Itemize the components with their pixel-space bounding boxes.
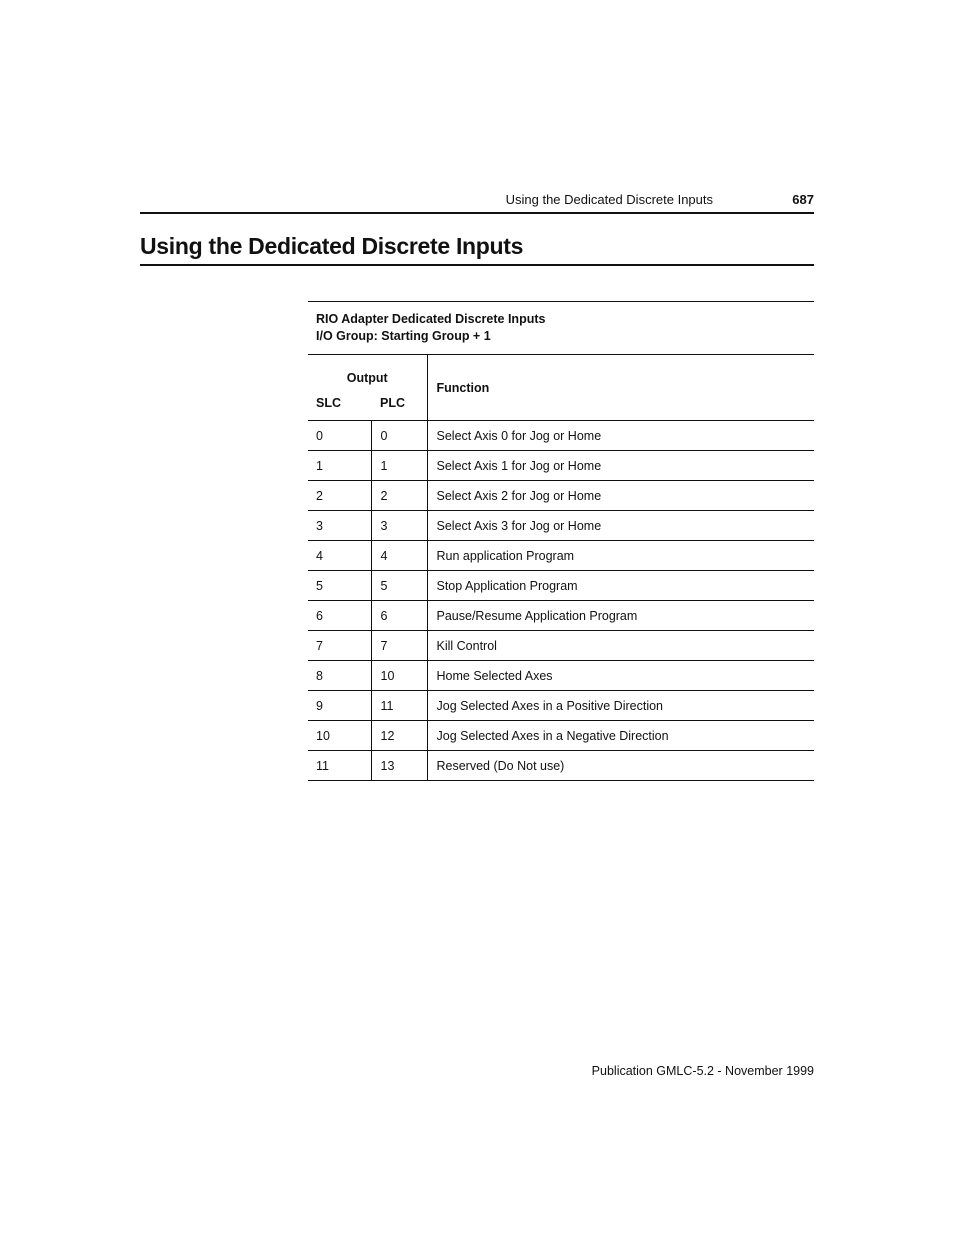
plc-cell: 5 (371, 571, 427, 601)
slc-cell: 8 (308, 661, 371, 691)
table-row (308, 661, 814, 691)
table-row (308, 691, 814, 721)
table-row (308, 481, 814, 511)
function-cell: Run application Program (427, 541, 814, 571)
plc-cell: 6 (371, 601, 427, 631)
table-row (308, 571, 814, 601)
slc-cell: 5 (308, 571, 371, 601)
table-row (308, 421, 814, 451)
table-caption (308, 302, 814, 355)
function-cell: Select Axis 1 for Jog or Home (427, 451, 814, 481)
plc-cell: 7 (371, 631, 427, 661)
table-row (308, 451, 814, 481)
output-group-header: Output (346, 371, 388, 385)
plc-cell: 3 (371, 511, 427, 541)
plc-cell: 10 (371, 661, 427, 691)
slc-cell: 11 (308, 751, 371, 781)
section-title: Using the Dedicated Discrete Inputs (140, 231, 814, 266)
table-caption-io-group: I/O Group: Starting Group + 1 (316, 329, 491, 343)
function-cell: Pause/Resume Application Program (427, 601, 814, 631)
function-cell: Stop Application Program (427, 571, 814, 601)
function-cell: Select Axis 0 for Jog or Home (427, 421, 814, 451)
slc-cell: 9 (308, 691, 371, 721)
table-row (308, 631, 814, 661)
table-row (308, 541, 814, 571)
slc-cell: 4 (308, 541, 371, 571)
plc-cell: 2 (371, 481, 427, 511)
plc-cell: 4 (371, 541, 427, 571)
column-header-plc: PLC (380, 395, 405, 410)
slc-cell: 6 (308, 601, 371, 631)
table-row (308, 751, 814, 781)
function-cell: Select Axis 2 for Jog or Home (427, 481, 814, 511)
slc-cell: 1 (308, 451, 371, 481)
plc-cell: 13 (371, 751, 427, 781)
table-body (308, 421, 814, 781)
running-header (140, 190, 814, 214)
publication-footer: Publication GMLC-5.2 - November 1999 (591, 1064, 814, 1078)
plc-cell: 11 (371, 691, 427, 721)
page-number: 687 (792, 192, 814, 207)
function-cell: Select Axis 3 for Jog or Home (427, 511, 814, 541)
table-row (308, 721, 814, 751)
function-cell: Reserved (Do Not use) (427, 751, 814, 781)
function-cell: Home Selected Axes (427, 661, 814, 691)
plc-cell: 1 (371, 451, 427, 481)
function-cell: Jog Selected Axes in a Positive Direction (427, 691, 814, 721)
function-cell: Jog Selected Axes in a Negative Direction (427, 721, 814, 751)
function-cell: Kill Control (427, 631, 814, 661)
table-caption-title: RIO Adapter Dedicated Discrete Inputs (316, 312, 546, 326)
column-header-slc: SLC (316, 395, 341, 410)
slc-cell: 2 (308, 481, 371, 511)
column-header-function: Function (427, 355, 814, 421)
table-row (308, 601, 814, 631)
slc-cell: 10 (308, 721, 371, 751)
discrete-inputs-table (308, 301, 814, 781)
plc-cell: 12 (371, 721, 427, 751)
table-grid (308, 355, 814, 781)
plc-cell: 0 (371, 421, 427, 451)
slc-cell: 0 (308, 421, 371, 451)
running-header-title: Using the Dedicated Discrete Inputs (505, 192, 713, 207)
slc-cell: 7 (308, 631, 371, 661)
slc-cell: 3 (308, 511, 371, 541)
table-row (308, 511, 814, 541)
